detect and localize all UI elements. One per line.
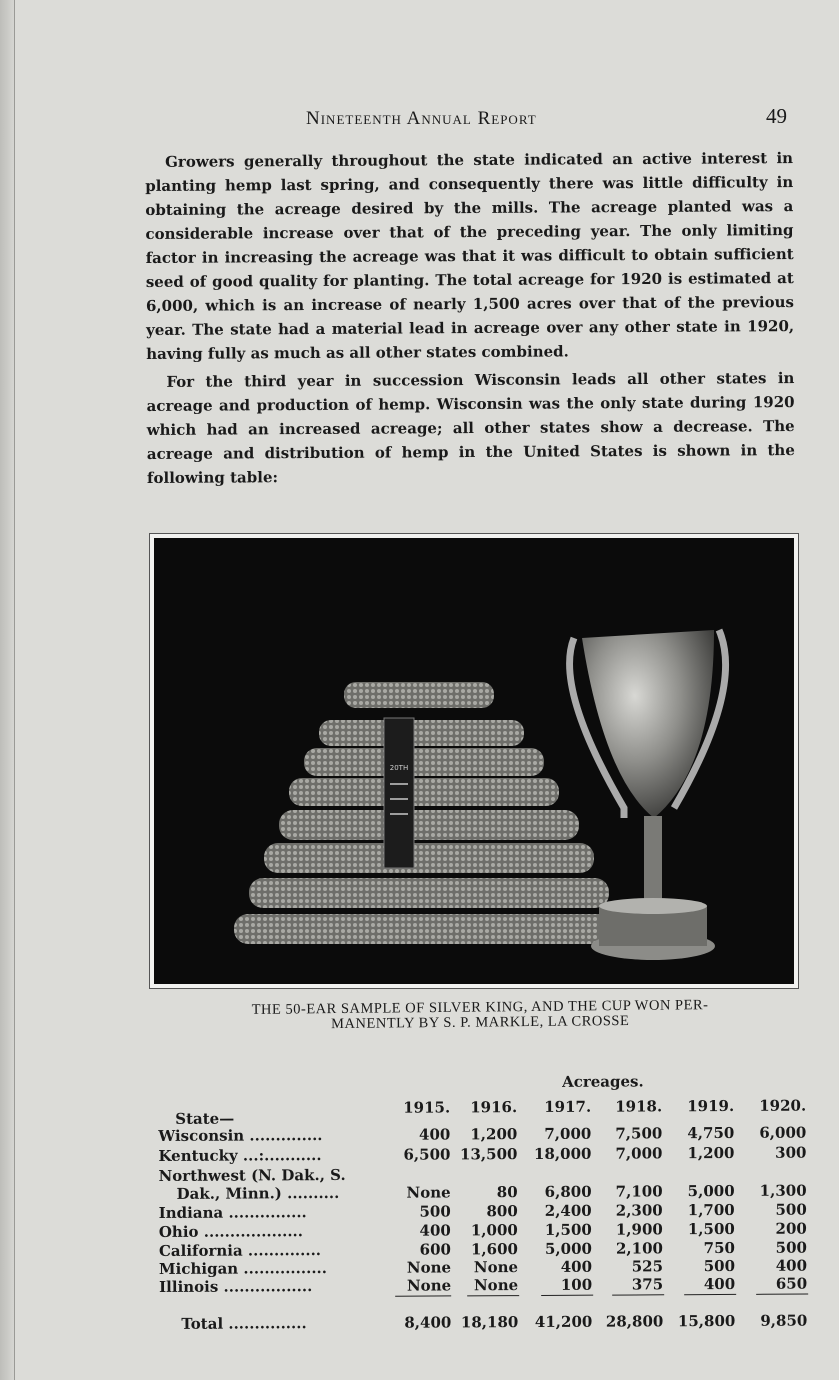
table-row: Kentucky ...:........... 6,500 13,500 18,000 7,000 1,200 300: [158, 1143, 807, 1165]
total-rule: [684, 1294, 736, 1295]
badge-text: 20TH: [389, 764, 409, 772]
total-rule: [756, 1294, 808, 1295]
year-header-1916: 1916.: [470, 1098, 518, 1117]
total-rule: [541, 1295, 593, 1296]
table-row: Wisconsin .............. 400 1,200 7,000 7,500 4,750 6,000: [158, 1123, 807, 1145]
figure-caption: [150, 997, 810, 1034]
total-row: Total ............... 8,400 18,180 41,200 28,800 15,800 9,850: [181, 1311, 808, 1333]
caption-line-2: MANENTLY BY S. P. MARKLE, LA CROSSE: [331, 1012, 630, 1033]
year-header-1920: 1920.: [759, 1096, 807, 1115]
photo-illustration: [154, 538, 794, 984]
acreages-group-header: Acreages.: [562, 1072, 644, 1091]
table-row: California .............. 600 1,600 5,000 2,100 750 500: [158, 1238, 807, 1260]
table-row: Ohio ................... 400 1,000 1,500 1,900 1,500 200: [158, 1219, 807, 1241]
table-row: Michigan ................ None None 400 525 500 400: [158, 1256, 808, 1278]
table-header-row: [150, 1096, 820, 1128]
paragraph-2: For the third year in succession Wisconsin leads all other states in acreage and production of hemp. Wisconsin was the only state during 1920 which had an increased acreage; all other states show a decrease. The acreage and distribution of hemp in the United States is shown in the following table:: [146, 369, 795, 487]
year-header-1919: 1919.: [687, 1096, 735, 1116]
year-header-1918: 1918.: [615, 1097, 663, 1116]
state-column-header: State—: [175, 1109, 235, 1128]
photograph-corn-and-trophy: [149, 533, 799, 989]
caption-line-1: THE 50-EAR SAMPLE OF SILVER KING, AND THE CUP WON PER-: [251, 997, 709, 1018]
page-number: 49: [766, 104, 787, 128]
ribbon-badge: [384, 718, 414, 868]
hemp-acreage-table: [150, 1068, 821, 1342]
year-header-1915: 1915.: [403, 1098, 451, 1117]
table-row: Illinois ................. None None 100 375 400 650: [159, 1274, 808, 1296]
year-header-1917: 1917.: [544, 1097, 592, 1116]
page-header: [0, 104, 839, 134]
total-rule: [467, 1295, 519, 1296]
total-label: Total ...............: [181, 1314, 307, 1333]
running-title: Nineteenth Annual Report: [306, 108, 537, 129]
table-row: Dak., Minn.) .......... None 80 6,800 7,100 5,000 1,300: [176, 1181, 807, 1203]
total-rule: [395, 1295, 451, 1296]
total-rule: [612, 1294, 664, 1295]
table-row: Indiana ............... 500 800 2,400 2,300 1,700 500: [158, 1200, 807, 1222]
book-binding-edge: [0, 0, 15, 1380]
paragraph-1: Growers generally throughout the state indicated an active interest in planting hemp last spring, and consequently there was little difficulty in obtaining the acreage desired by the mills. The acreage planted was a considerable increase over that of the preceding year. The only limiting factor in increasing the acreage was that it was difficult to obtain sufficient seed of good quality for planting. The total acreage for 1920 is estimated at 6,000, which is an increase of nearly 1,500 acres over that of the previous year. The state had a material lead in acreage over any other state in 1920, having fully as much as all other states combined.: [145, 149, 795, 363]
table-row: Northwest (N. Dak., S.: [158, 1165, 346, 1185]
body-text: [145, 146, 795, 494]
